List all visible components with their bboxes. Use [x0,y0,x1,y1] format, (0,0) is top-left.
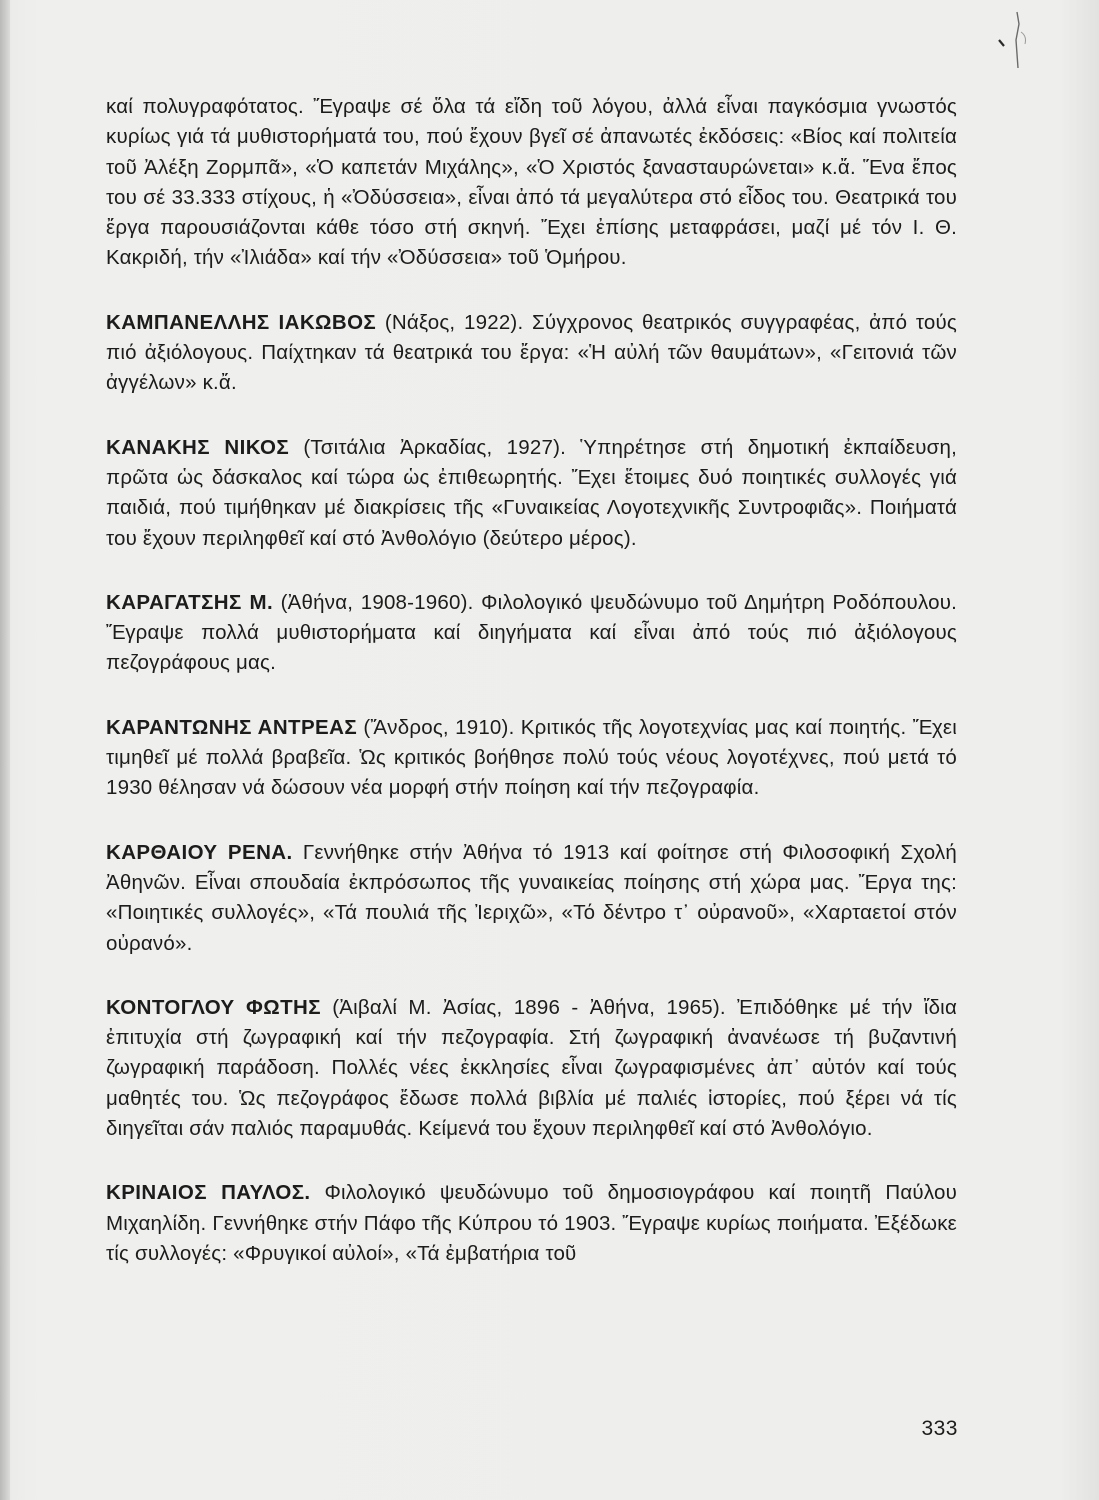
entry-name: ΚΡΙΝΑΙΟΣ ΠΑΥΛΟΣ. [106,1181,311,1205]
entry-name: ΚΑΜΠΑΝΕΛΛΗΣ ΙΑΚΩΒΟΣ [106,310,377,334]
entry-name: ΚΑΝΑΚΗΣ ΝΙΚΟΣ [106,435,290,459]
entry-name: ΚΑΡΑΓΑΤΣΗΣ Μ. [106,590,274,614]
entry-name: ΚΟΝΤΟΓΛΟΥ ΦΩΤΗΣ [106,995,321,1019]
corner-stain-mark [995,10,1035,70]
entry-text: (Ἀθήνα, 1908-1960). Φιλολογικό ψευδώνυμο τοῦ Δημήτρη Ροδόπουλου. Ἔγραψε πολλά μυθιστορήματα καί διηγήματα καί εἶναι ἀπό τούς πιό ἀξιόλογους πεζογράφους μας. [106,590,957,675]
entry-text: Φιλολογικό ψευδώνυμο τοῦ δημοσιογράφου καί ποιητῆ Παύλου Μιχαηλίδη. Γεννήθηκε στήν Πάφο τῆς Κύπρου τό 1903. Ἔγραψε κυρίως ποιήματα. Ἐξέδωκε τίς συλλογές: «Φρυγικοί αὐλοί», «Τά ἐμβατήρια τοῦ [106,1181,957,1265]
entry-karantonis [106,713,957,804]
entry-text: (Νάξος, 1922). Σύγχρονος θεατρικός συγγραφέας, ἀπό τούς πιό ἀξιόλογους. Παίχτηκαν τά θεατρικά του ἔργα: «Ἡ αὐλή τῶν θαυμάτων», «Γειτονιά τῶν ἀγγέλων» κ.ἄ. [106,310,957,395]
entry-text: (Τσιτάλια Ἀρκαδίας, 1927). Ὑπηρέτησε στή δημοτική ἐκπαίδευση, πρῶτα ὡς δάσκαλος καί τώρα ὡς ἐπιθεωρητής. Ἔχει ἕτοιμες δυό ποιητικές συλλογές γιά παιδιά, πού τιμήθηκαν μέ διακρίσεις τῆς «Γυναικείας Λογοτεχνικῆς Συντροφιᾶς». Ποιήματά του ἔχουν περιληφθεῖ καί στό Ἀνθολόγιο (δεύτερο μέρος). [106,435,957,550]
entry-karagatsis [106,588,957,679]
entry-kanakis [106,433,957,554]
entry-text: Γεννήθηκε στήν Ἀθήνα τό 1913 καί φοίτησε στή Φιλοσοφική Σχολή Ἀθηνῶν. Εἶναι σπουδαία ἐκπρόσωπος τῆς γυναικείας ποίησης στή χώρα μας. Ἔργα της: «Ποιητικές συλλογές», «Τά πουλιά τῆς Ἰεριχῶ», «Τό δέντρο τ᾽ οὐρανοῦ», «Χαρταετοί στόν οὐρανό». [106,840,957,955]
entry-text: (Ἀιβαλί Μ. Ἀσίας, 1896 - Ἀθήνα, 1965). Ἐπιδόθηκε μέ τήν ἴδια ἐπιτυχία στή ζωγραφική καί τήν πεζογραφία. Στή ζωγραφική ἀνανέωσε τή βυζαντινή ζωγραφική παράδοση. Πολλές νέες ἐκκλησίες εἶναι ζωγραφισμένες ἀπ᾽ αὐτόν καί τούς μαθητές του. Ὡς πεζογράφος ἔδωσε πολλά βιβλία μέ παλιές ἱστορίες, πού ξέρει νά τίς διηγεῖται σάν παλιός παραμυθάς. Κείμενά του ἔχουν περιληφθεῖ καί στό Ἀνθολόγιο. [106,995,957,1141]
page-spine-shadow [0,0,10,1500]
entry-name: ΚΑΡΘΑΙΟΥ ΡΕΝΑ. [106,840,293,864]
entry-kampanellis [106,308,957,399]
entry-karthaiou [106,838,957,959]
text-column [106,92,957,1303]
entry-text: (Ἄνδρος, 1910). Κριτικός τῆς λογοτεχνίας μας καί ποιητής. Ἔχει τιμηθεῖ μέ πολλά βραβεῖα. Ὡς κριτικός βοήθησε πολύ τούς νέους λογοτέχνες, πού μετά τό 1930 θέλησαν νά δώσουν νέα μορφή στήν ποίηση καί τήν πεζογραφία. [106,715,957,800]
entry-name: ΚΑΡΑΝΤΩΝΗΣ ΑΝΤΡΕΑΣ [106,715,358,739]
intro-paragraph: καί πολυγραφότατος. Ἔγραψε σέ ὅλα τά εἴδη τοῦ λόγου, ἀλλά εἶναι παγκόσμια γνωστός κυρίως γιά τά μυθιστορήματά του, πού ἔχουν βγεῖ σέ ἀπανωτές ἐκδόσεις: «Βίος καί πολιτεία τοῦ Ἀλέξη Ζορμπᾶ», «Ὁ καπετάν Μιχάλης», «Ὁ Χριστός ξανασταυρώνεται» κ.ἄ. Ἕνα ἔπος του σέ 33.333 στίχους, ἡ «Ὀδύσσεια», εἶναι ἀπό τά μεγαλύτερα στό εἶδος του. Θεατρικά του ἔργα παρουσιάζονται κάθε τόσο στή σκηνή. Ἔχει ἐπίσης μεταφράσει, μαζί μέ τόν Ι. Θ. Κακριδή, τήν «Ἰλιάδα» καί τήν «Ὀδύσσεια» τοῦ Ὁμήρου. [106,95,957,270]
entry-krinaios [106,1178,957,1269]
entry-kontoglou [106,993,957,1144]
page-number: 333 [921,1417,958,1440]
